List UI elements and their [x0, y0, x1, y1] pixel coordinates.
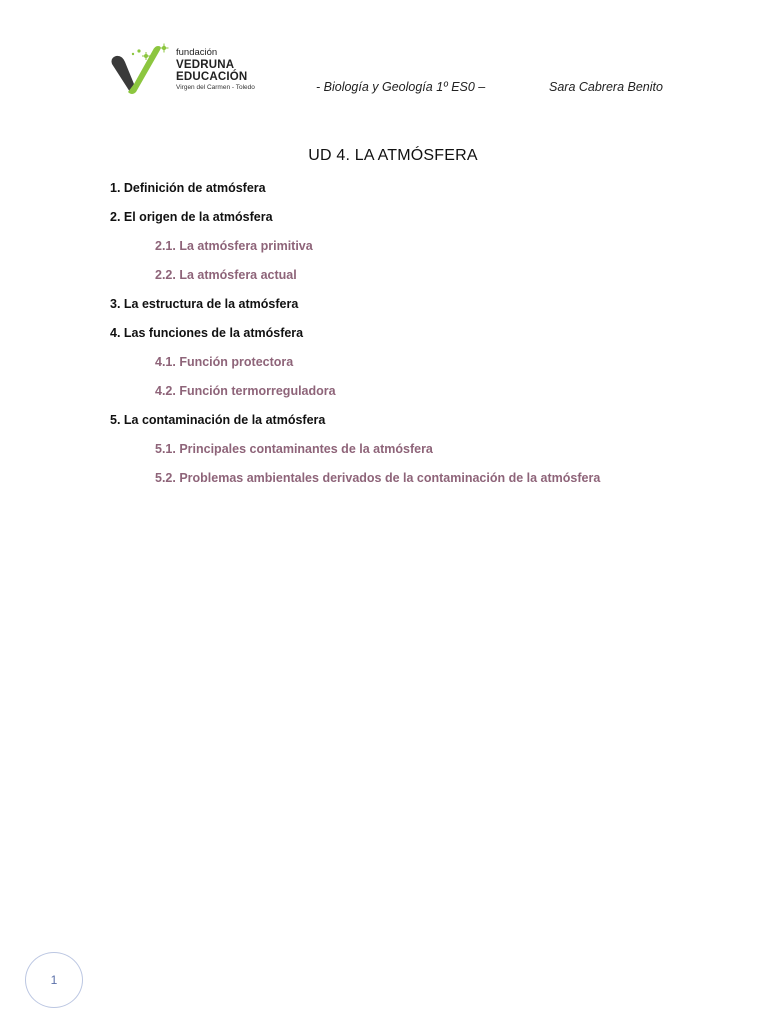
toc-item-3: 3. La estructura de la atmósfera — [110, 297, 299, 311]
page-number: 1 — [25, 952, 83, 1008]
toc-item-4-1: 4.1. Función protectora — [155, 355, 294, 369]
logo-school-label: Virgen del Carmen - Toledo — [176, 83, 255, 91]
toc-item-2: 2. El origen de la atmósfera — [110, 210, 273, 224]
logo-educacion-label: EDUCACIÓN — [176, 71, 248, 83]
toc-item-4-2: 4.2. Función termorreguladora — [155, 384, 336, 398]
logo-foundation-label: fundación — [176, 47, 218, 58]
toc-item-5-1: 5.1. Principales contaminantes de la atmósfera — [155, 442, 433, 456]
document-title: UD 4. LA ATMÓSFERA — [308, 147, 478, 164]
header-subject: - Biología y Geología 1º ES0 – — [316, 80, 486, 94]
logo-vedruna-label: VEDRUNA — [176, 58, 235, 71]
toc-item-2-1: 2.1. La atmósfera primitiva — [155, 239, 313, 253]
toc-item-4: 4. Las funciones de la atmósfera — [110, 326, 304, 340]
toc-item-5-2: 5.2. Problemas ambientales derivados de la contaminación de la atmósfera — [155, 471, 601, 485]
toc-item-2-2: 2.2. La atmósfera actual — [155, 268, 297, 282]
toc-item-5: 5. La contaminación de la atmósfera — [110, 413, 326, 427]
toc-item-1: 1. Definición de atmósfera — [110, 181, 266, 195]
header-author: Sara Cabrera Benito — [549, 80, 663, 94]
